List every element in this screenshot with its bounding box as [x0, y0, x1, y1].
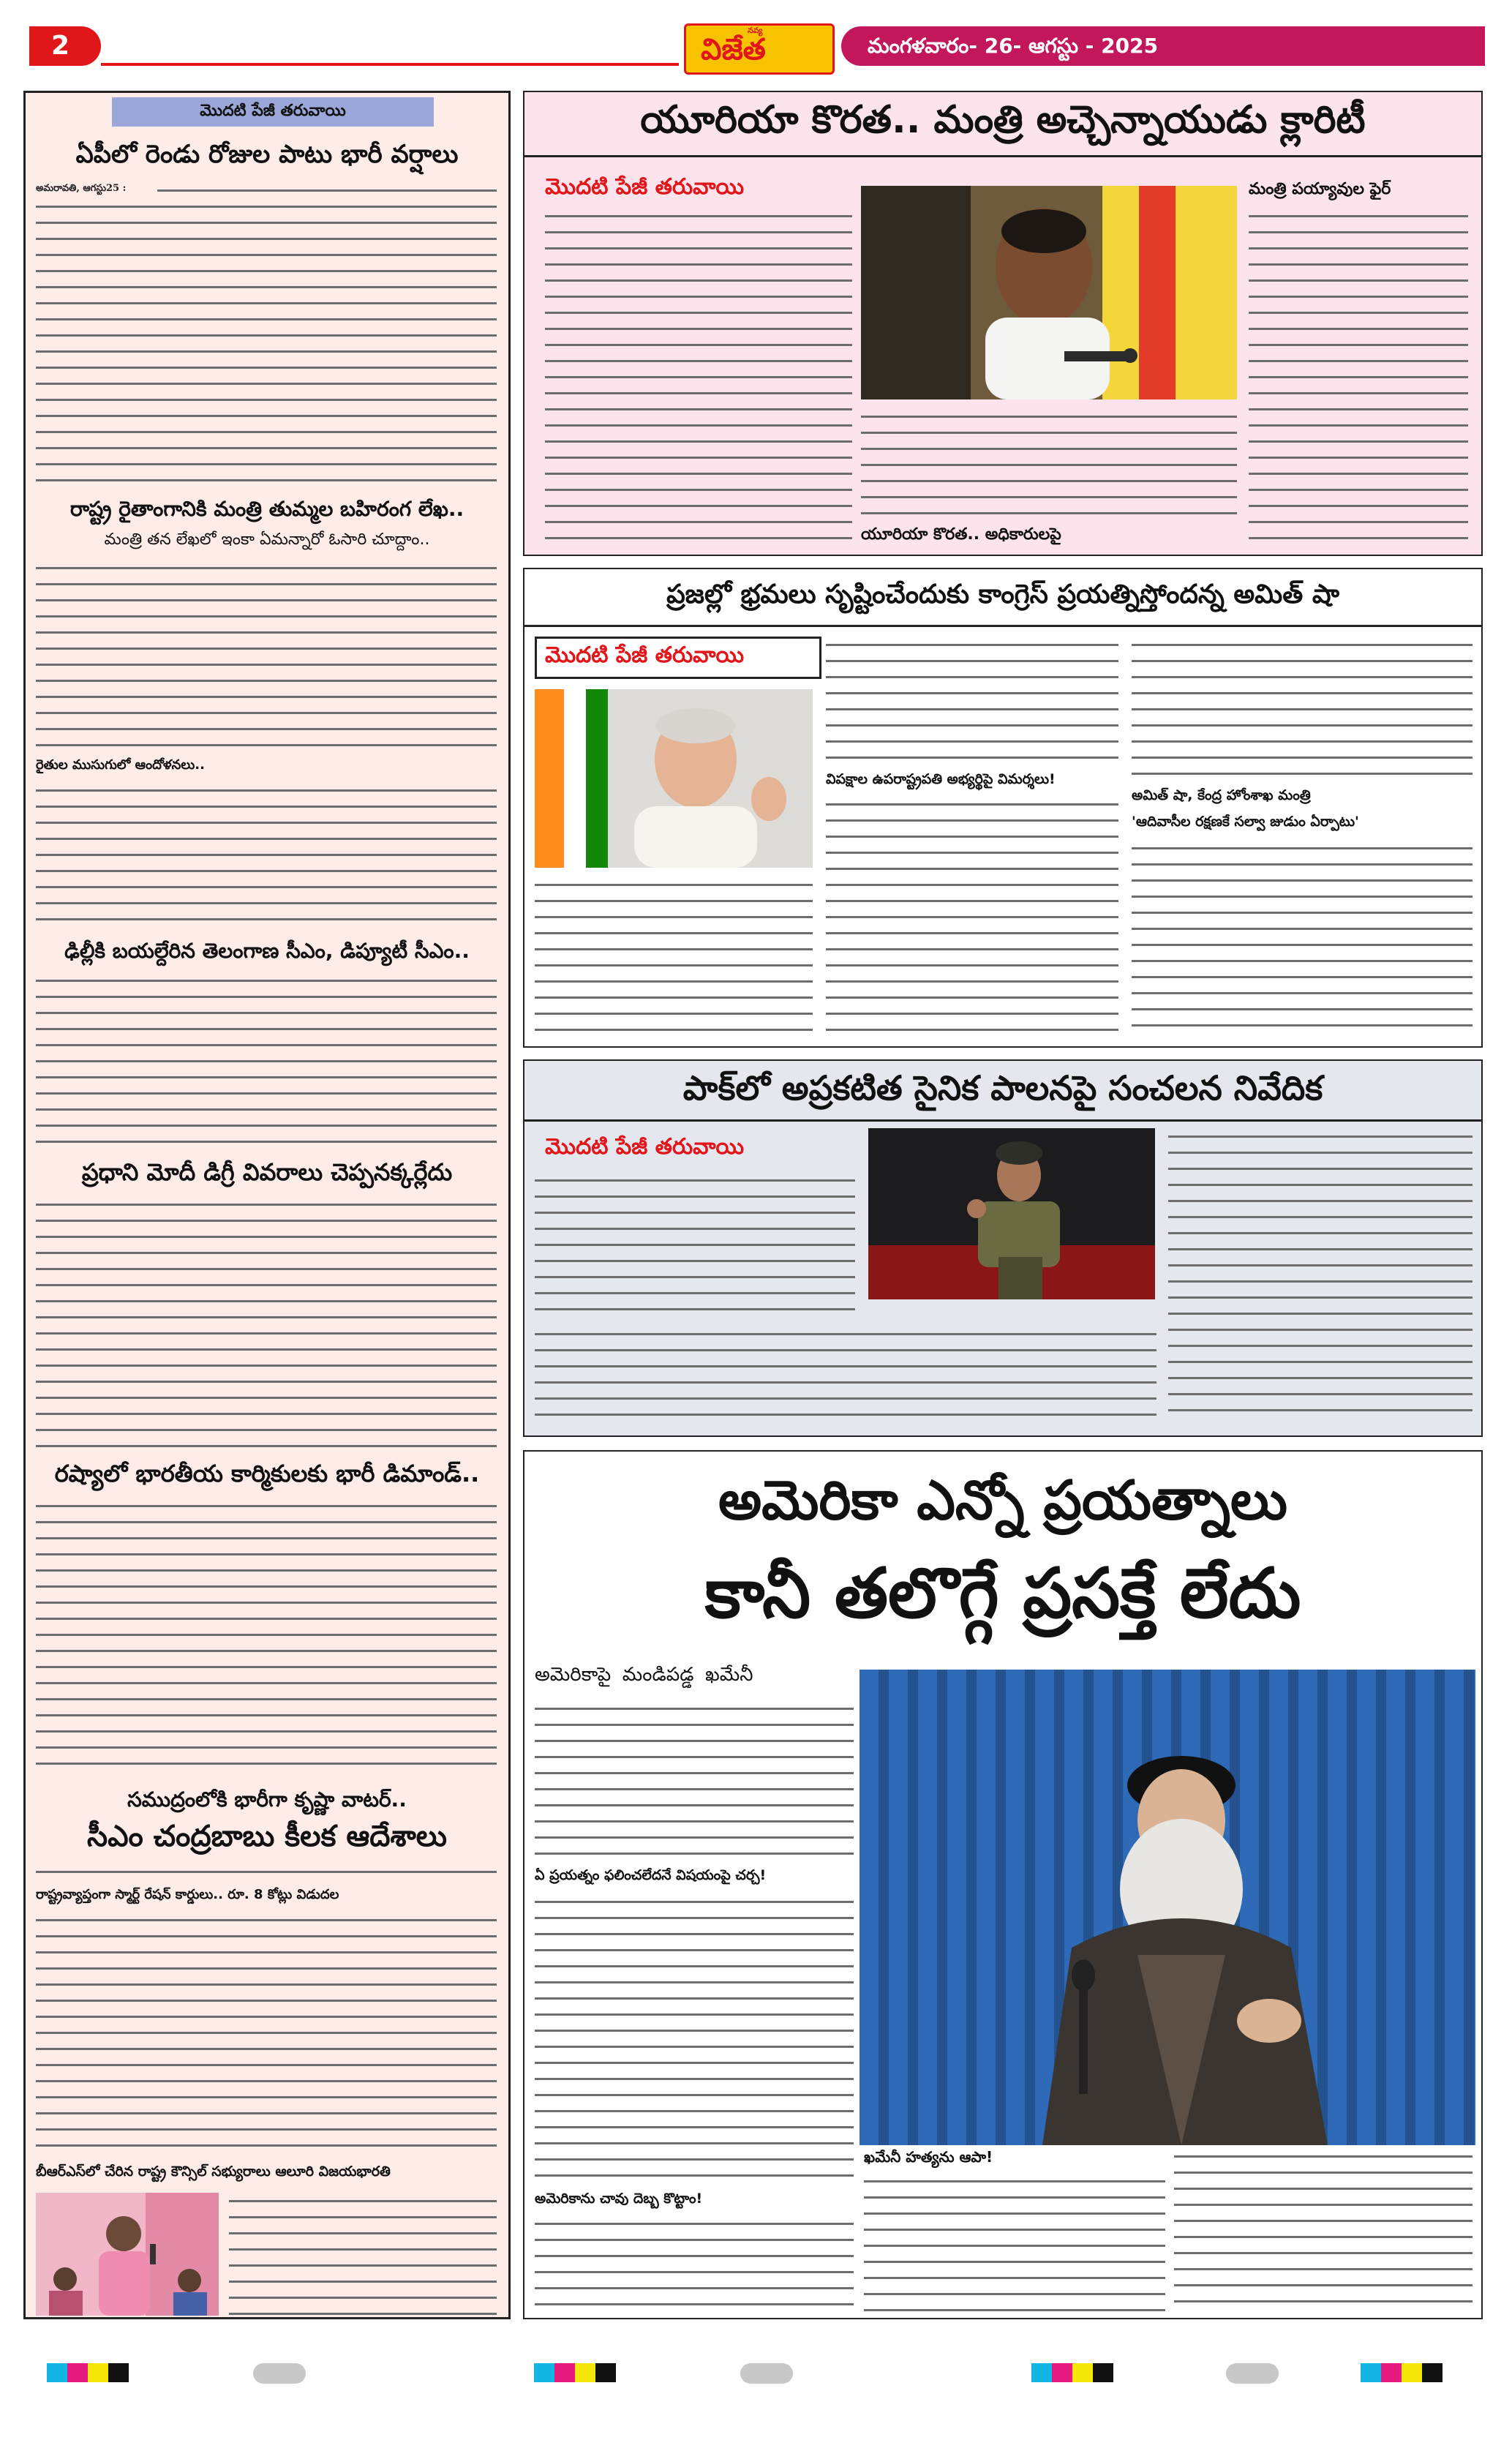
iran-crosshead-1: ఏ ప్రయత్నం ఫలించలేదనే విషయంపై చర్చ! — [535, 1867, 767, 1883]
story2-body-2 — [36, 782, 497, 927]
amit-body-4 — [1132, 637, 1472, 781]
magenta-swatch — [1052, 2363, 1072, 2382]
story2-subhead: మంత్రి తన లేఖలో ఇంకా ఏమన్నారో ఓసారి చూద్దాం.. — [104, 530, 430, 549]
reg-pill-3 — [1226, 2363, 1279, 2384]
page-number-box — [29, 26, 101, 66]
urea-body-2 — [861, 408, 1237, 521]
reg-group-2 — [534, 2363, 636, 2382]
masthead-small: నవ్య — [748, 26, 763, 35]
cyan-swatch — [534, 2363, 554, 2382]
cyan-swatch — [47, 2363, 67, 2382]
iran-crosshead-2: అమెరికాను చావు దెబ్బ కొట్టాం! — [535, 2191, 703, 2207]
amit-headline-rule — [524, 625, 1481, 627]
story-urea — [523, 91, 1483, 556]
urea-side-headline: మంత్రి పయ్యావుల ఫైర్ — [1249, 180, 1391, 198]
urea-photo-caption: యూరియా కొరత.. అధికారులపై — [861, 525, 1061, 544]
amit-quote-line: 'ఆదివాసీల రక్షణకే సల్వా జుడుం ఏర్పాటు' — [1132, 814, 1359, 830]
iran-body-3 — [535, 2215, 854, 2312]
magenta-swatch — [67, 2363, 88, 2382]
amit-quote-attribution: అమిత్ షా, కేంద్ర హోంశాఖ మంత్రి — [1132, 787, 1311, 803]
story3-headline: ఢిల్లీకి బయల్దేరిన తెలంగాణ సీఎం, డిప్యూటీ సీఎం.. — [64, 939, 470, 963]
pak-headline-rule — [524, 1119, 1481, 1122]
story-iran — [523, 1450, 1483, 2319]
reg-pill-2 — [740, 2363, 793, 2384]
page-number: 2 — [51, 31, 70, 61]
iran-photo — [860, 1670, 1475, 2145]
reg-group-4 — [1361, 2363, 1463, 2382]
contd-label-box — [112, 97, 434, 127]
yellow-swatch — [1402, 2363, 1422, 2382]
iran-headline-1: అమెరికా ఎన్నో ప్రయత్నాలు — [718, 1469, 1288, 1532]
amit-body-2 — [826, 637, 1118, 765]
amit-body-1 — [535, 877, 813, 1037]
story1-dateline: అమరావతి, ఆగస్టు25 : — [36, 183, 127, 194]
pak-body-1 — [535, 1172, 855, 1317]
pak-headline: పాక్‌లో అప్రకటిత సైనిక పాలనపై సంచలన నివేదిక — [682, 1068, 1323, 1108]
header-bar — [29, 26, 1485, 66]
story6-crosshead: రాష్ట్రవ్యాప్తంగా స్మార్ట్ రేషన్ కార్డులు.. రూ. 8 కోట్లు విడుదల — [36, 1887, 339, 1902]
amit-crosshead: విపక్షాల ఉపరాష్ట్రపతి అభ్యర్థిపై విమర్శలు! — [826, 771, 1056, 787]
masthead-box — [684, 23, 835, 75]
story2-crosshead: రైతుల ముసుగులో ఆందోళనలు.. — [36, 757, 205, 773]
story5-body — [36, 1498, 497, 1771]
date-line: మంగళవారం- 26- ఆగస్టు - 2025 — [868, 34, 1159, 58]
cyan-swatch — [1031, 2363, 1052, 2382]
story6-body-2 — [36, 1912, 497, 2153]
story6-headline-1: సముద్రంలోకి భారీగా కృష్ణా వాటర్.. — [127, 1787, 407, 1812]
black-swatch — [1422, 2363, 1443, 2382]
amit-body-3 — [826, 796, 1118, 1037]
cyan-swatch — [1361, 2363, 1381, 2382]
story4-headline: ప్రధాని మోదీ డిగ్రీ వివరాలు చెప్పనక్కర్లేదు — [81, 1158, 453, 1186]
amit-contd-label: మొదటి పేజీ తరువాయి — [545, 642, 745, 668]
black-swatch — [108, 2363, 129, 2382]
story4-body — [36, 1196, 497, 1454]
urea-body-1 — [545, 208, 852, 546]
story-amit-shah — [523, 568, 1483, 1048]
black-swatch — [1093, 2363, 1113, 2382]
masthead-title: విజేత — [701, 33, 766, 67]
story1-body — [157, 182, 497, 198]
urea-side-body — [1249, 208, 1468, 546]
pak-body-3 — [1168, 1128, 1472, 1422]
yellow-swatch — [1072, 2363, 1093, 2382]
magenta-swatch — [554, 2363, 575, 2382]
pak-contd-label: మొదటి పేజీ తరువాయి — [545, 1134, 745, 1160]
story3-body — [36, 972, 497, 1149]
story6-headline-2: సీఎం చంద్రబాబు కీలక ఆదేశాలు — [87, 1820, 447, 1853]
story7-body — [229, 2193, 497, 2321]
story1-headline: ఏపీలో రెండు రోజుల పాటు భారీ వర్షాలు — [75, 140, 459, 169]
amit-photo — [535, 689, 813, 868]
reg-group-3 — [1031, 2363, 1134, 2382]
contd-label: మొదటి పేజీ తరువాయి — [200, 102, 346, 120]
urea-headline-rule — [524, 155, 1481, 157]
story6-body — [36, 1863, 497, 1880]
iran-body-1 — [535, 1700, 854, 1861]
pak-photo — [868, 1128, 1155, 1299]
yellow-swatch — [88, 2363, 108, 2382]
left-column — [23, 91, 511, 2319]
footer-registration-marks — [0, 2349, 1512, 2392]
iran-body-4 — [864, 2173, 1165, 2312]
story-pakistan — [523, 1059, 1483, 1437]
black-swatch — [595, 2363, 616, 2382]
urea-contd-label: మొదటి పేజీ తరువాయి — [545, 174, 745, 200]
date-bar — [841, 26, 1485, 66]
iran-headline-2: కానీ తలొగ్గే ప్రసక్తే లేదు — [704, 1554, 1301, 1634]
amit-headline: ప్రజల్లో భ్రమలు సృష్టించేందుకు కాంగ్రెస్ ప్రయత్నిస్తోందన్న అమిత్ షా — [666, 579, 1339, 609]
magenta-swatch — [1381, 2363, 1402, 2382]
story7-headline: బీఆర్ఎస్‌లో చేరిన రాష్ట్ర కౌన్సిల్ సభ్యురాలు ఆలూరి విజయభారతి — [36, 2163, 391, 2180]
story5-headline: రష్యాలో భారతీయ కార్మికులకు భారీ డిమాండ్.. — [54, 1460, 480, 1487]
pak-body-2 — [535, 1326, 1156, 1422]
iran-body-2 — [535, 1893, 854, 2183]
story7-photo — [36, 2193, 219, 2316]
story2-body — [36, 560, 497, 753]
urea-photo — [861, 186, 1237, 399]
story1-body-more — [36, 198, 497, 488]
iran-photo-caption: ఖమేనీ హత్యను ఆపా! — [864, 2148, 993, 2166]
iran-kicker: అమెరికాపై మండిపడ్డ ఖమేనీ — [535, 1664, 753, 1686]
iran-body-5 — [1174, 2148, 1472, 2312]
yellow-swatch — [575, 2363, 595, 2382]
urea-headline: యూరియా కొరత.. మంత్రి అచ్చెన్నాయుడు క్లారిటీ — [640, 98, 1366, 142]
reg-pill-1 — [253, 2363, 306, 2384]
page-number-underline — [101, 63, 679, 66]
story2-headline: రాష్ట్ర రైతాంగానికి మంత్రి తుమ్మల బహిరంగ లేఖ.. — [69, 497, 464, 521]
reg-group-1 — [47, 2363, 149, 2382]
amit-body-5 — [1132, 840, 1472, 1037]
